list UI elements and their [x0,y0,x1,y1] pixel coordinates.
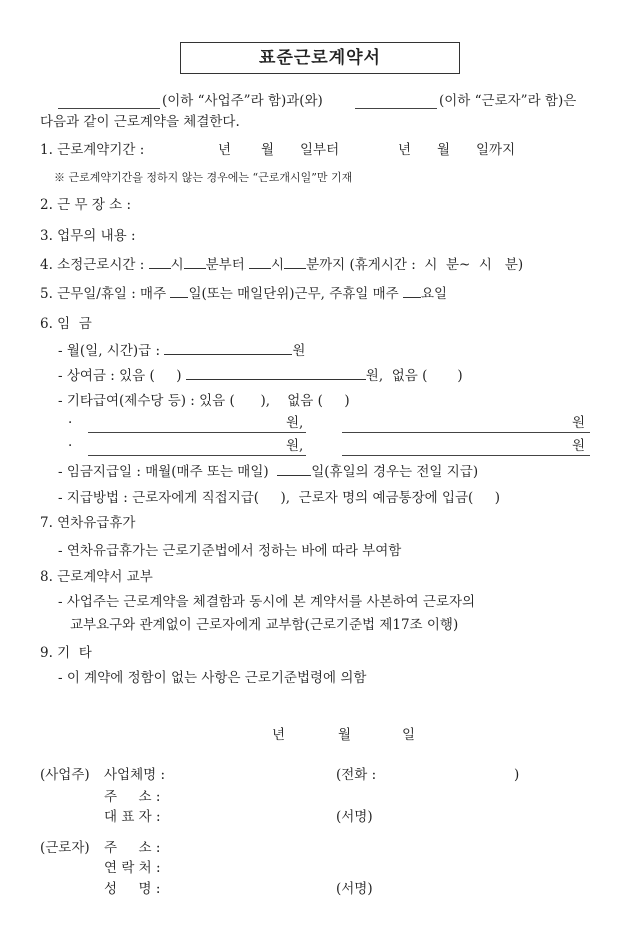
section8-label: 8. 근로계약서 교부 [40,569,153,585]
won-label: 원 [572,438,586,454]
worker-contact-label: 연 락 처 : [104,860,161,876]
section8-text1: - 사업주는 근로계약을 체결함과 동시에 본 계약서를 사본하여 근로자의 [58,594,476,610]
sign-date-year: 년 [272,727,286,743]
end-month: 월 [437,142,451,158]
employer-address-label: 주 소 : [104,789,161,805]
employer-signature: (서명) [336,809,373,825]
start-year: 년 [218,142,232,158]
worker-name-blank[interactable] [355,108,437,109]
section1-note: ※ 근로계약기간을 정하지 않는 경우에는 “근로개시일”만 기재 [54,171,353,184]
worker-name-label: 성 명 : [104,881,161,897]
end-year: 년 [398,142,412,158]
section5: 5. 근무일/휴일 : 매주 일(또는 매일단위)근무, 주휴일 매주 요일 [40,286,448,302]
won-label: 원, [286,438,304,454]
bonus-row: - 상여금 : 있음 ( ) 원, 없음 ( ) [58,368,463,384]
employer-tag: (사업주) [40,767,90,783]
worker-signature: (서명) [336,881,373,897]
start-month: 월 [261,142,275,158]
end-day: 일까지 [476,142,516,158]
section9-label: 9. 기 타 [40,645,92,661]
other-pay-blank[interactable] [88,432,306,433]
intro-worker-text: (이하 “근로자”라 함)은 [439,93,577,109]
section8-text2: 교부요구와 관계없이 근로자에게 교부함(근로기준법 제17조 이행) [70,617,459,633]
employer-phone-label: (전화 : [336,767,377,783]
other-pay-blank[interactable] [342,432,590,433]
section2-label: 2. 근 무 장 소 : [40,197,132,213]
section9-text: - 이 계약에 정함이 없는 사항은 근로기준법령에 의함 [58,670,367,686]
payday-row: - 임금지급일 : 매월(매주 또는 매일) 일(휴일의 경우는 전일 지급) [58,464,479,480]
employer-company-label: 사업체명 : [104,767,166,783]
section4: 4. 소정근로시간 : 시 분부터 시 분까지 (휴게시간 : 시 분~ 시 분) [40,257,524,273]
section3-label: 3. 업무의 내용 : [40,228,136,244]
worker-address-label: 주 소 : [104,840,161,856]
won-label: 원, [286,415,304,431]
intro-line2: 다음과 같이 근로계약을 체결한다. [40,114,240,130]
bullet: · [68,415,73,431]
section1-label: 1. 근로계약기간 : [40,142,145,158]
intro-employer-text: (이하 “사업주”라 함)과(와) [162,93,323,109]
won-label: 원 [572,415,586,431]
employer-rep-label: 대 표 자 : [104,809,161,825]
section7-text: - 연차유급휴가는 근로기준법에서 정하는 바에 따라 부여함 [58,543,402,559]
employer-phone-close: ) [514,767,520,783]
section6-label: 6. 임 금 [40,316,92,332]
employer-name-blank[interactable] [58,108,160,109]
sign-date-month: 월 [338,727,352,743]
bullet: · [68,438,73,454]
sign-date-day: 일 [402,727,416,743]
start-day: 일부터 [300,142,340,158]
other-pay-blank[interactable] [88,455,306,456]
worker-tag: (근로자) [40,840,90,856]
other-pay-row: - 기타급여(제수당 등) : 있음 ( ), 없음 ( ) [58,393,350,409]
section7-label: 7. 연차유급휴가 [40,515,136,531]
document-title: 표준근로계약서 [180,42,460,74]
wage-row: - 월(일, 시간)급 : 원 [58,343,306,359]
other-pay-blank[interactable] [342,455,590,456]
payment-method-row: - 지급방법 : 근로자에게 직접지급( ), 근로자 명의 예금통장에 입금( ) [58,490,501,506]
